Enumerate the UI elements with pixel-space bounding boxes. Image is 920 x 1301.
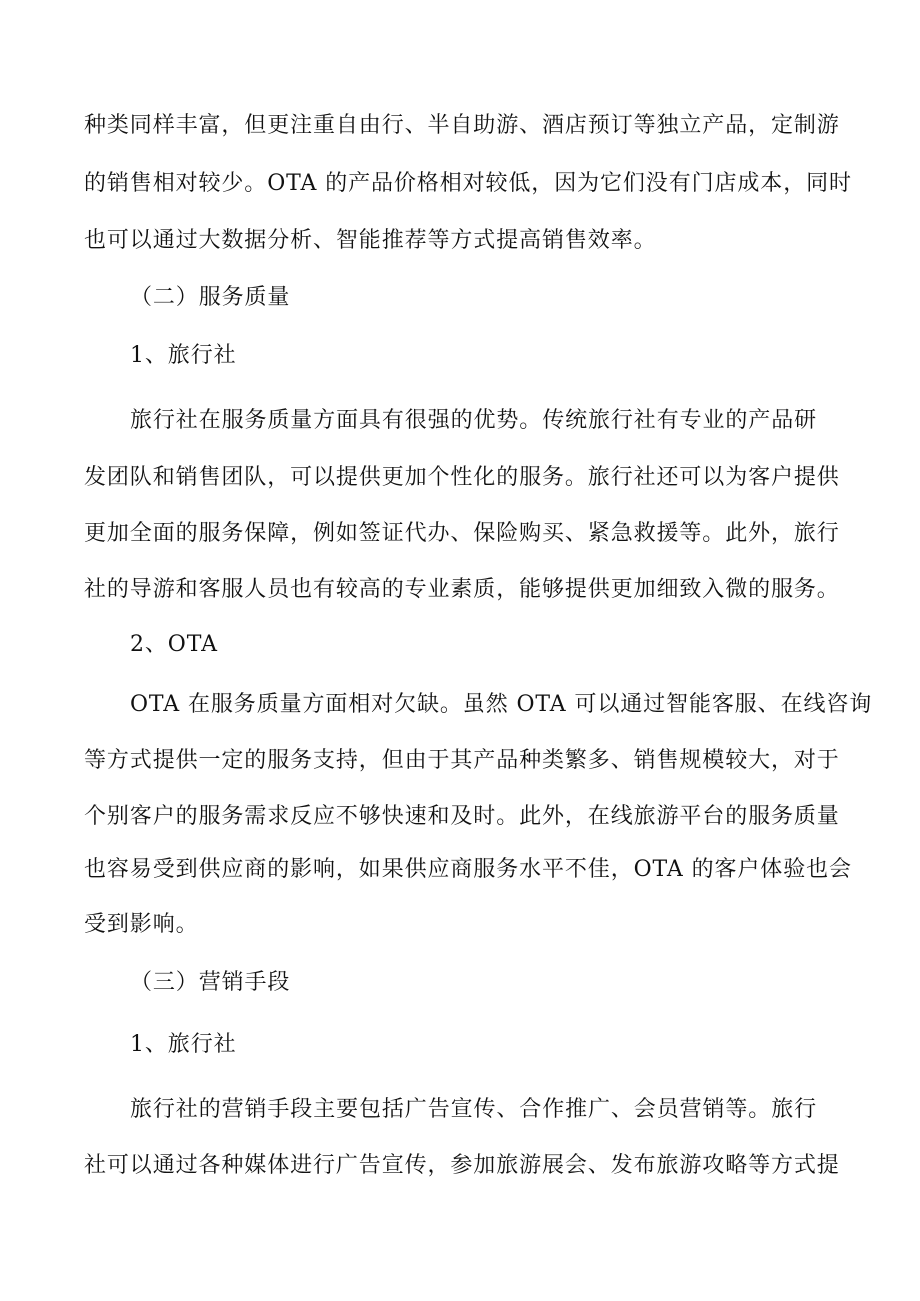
paragraph-line: 也可以通过大数据分析、智能推荐等方式提高销售效率。 [84,228,657,253]
subsection-heading: 2、OTA [130,632,218,657]
paragraph-line: 旅行社在服务质量方面具有很强的优势。传统旅行社有专业的产品研 [130,408,818,433]
paragraph-line: 受到影响。 [84,912,199,937]
section-heading: （三）营销手段 [130,970,291,995]
paragraph-line: 社可以通过各种媒体进行广告宣传，参加旅游展会、发布旅游攻略等方式提 [84,1153,840,1178]
paragraph-line: 个别客户的服务需求反应不够快速和及时。此外，在线旅游平台的服务质量 [84,804,840,829]
paragraph-line: 社的导游和客服人员也有较高的专业素质，能够提供更加细致入微的服务。 [84,577,840,602]
paragraph-line: OTA 在服务质量方面相对欠缺。虽然 OTA 可以通过智能客服、在线咨询 [130,692,873,717]
paragraph-line: 更加全面的服务保障，例如签证代办、保险购买、紧急救援等。此外，旅行 [84,521,840,546]
paragraph-line: 也容易受到供应商的影响，如果供应商服务水平不佳，OTA 的客户体验也会 [84,857,852,882]
paragraph-line: 发团队和销售团队，可以提供更加个性化的服务。旅行社还可以为客户提供 [84,465,840,490]
paragraph-line: 的销售相对较少。OTA 的产品价格相对较低，因为它们没有门店成本，同时 [84,171,852,196]
section-heading: （二）服务质量 [130,285,291,310]
paragraph-line: 旅行社的营销手段主要包括广告宣传、合作推广、会员营销等。旅行 [130,1097,818,1122]
paragraph-line: 种类同样丰富，但更注重自由行、半自助游、酒店预订等独立产品，定制游 [84,113,840,138]
paragraph-line: 等方式提供一定的服务支持，但由于其产品种类繁多、销售规模较大，对于 [84,748,840,773]
subsection-heading: 1、旅行社 [130,1032,237,1057]
subsection-heading: 1、旅行社 [130,343,237,368]
